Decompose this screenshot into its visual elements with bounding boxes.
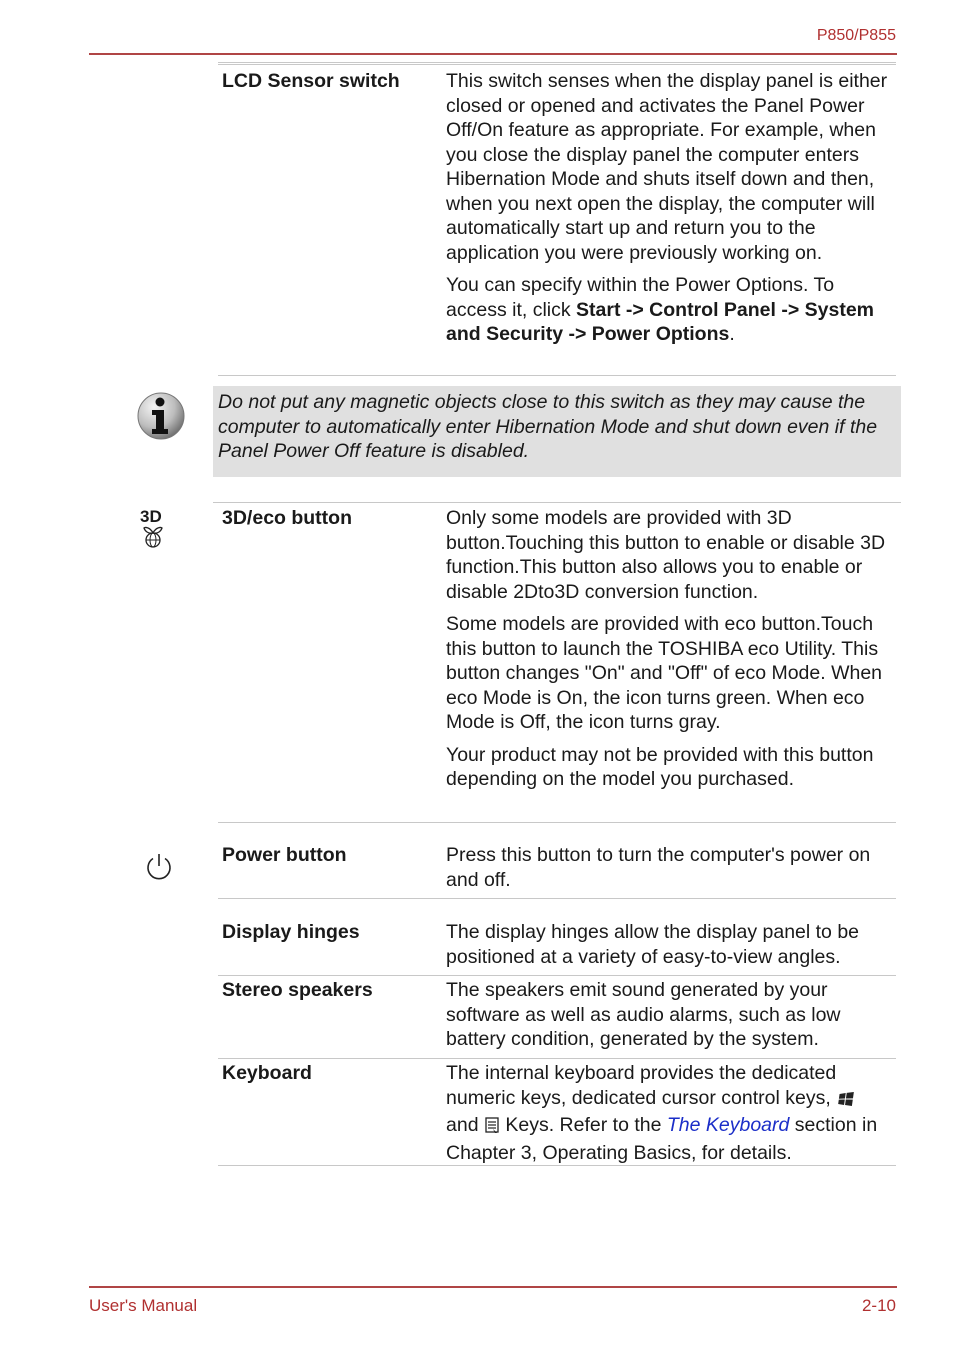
keyboard-link[interactable]: The Keyboard: [666, 1114, 790, 1136]
keyboard-text-3: Keys. Refer to the: [499, 1114, 667, 1136]
note-text: Do not put any magnetic objects close to this switch as they may cause the computer to automatically enter Hibernation Mode and shut down even if the Panel Power Off feature is disabled.: [218, 391, 878, 462]
eco-leaf-globe-icon: [140, 525, 168, 549]
table-rule: [218, 822, 896, 823]
table-rule: [218, 1165, 896, 1166]
footer-manual-label: User's Manual: [89, 1296, 198, 1315]
lcd-sensor-term: LCD Sensor switch: [222, 70, 400, 92]
header-rule: [89, 53, 897, 55]
lcd-path: Start -> Control Panel -> System and Security -> Power Options: [446, 298, 875, 345]
speakers-term: Stereo speakers: [222, 979, 373, 1001]
3d-eco-term: 3D/eco button: [222, 507, 352, 529]
table-rule: [218, 64, 896, 65]
keyboard-text: The internal keyboard provides the dedicated numeric keys, dedicated cursor control keys,: [446, 1062, 837, 1109]
3d-label: 3D: [140, 507, 162, 526]
hinges-description: The display hinges allow the display panel to be positioned at a variety of easy-to-view angles.: [446, 921, 860, 968]
3d-eco-paragraph-3: Your product may not be provided with this button depending on the model you purchased.: [446, 743, 874, 790]
table-rule: [218, 975, 896, 976]
3d-eco-paragraph: Only some models are provided with 3D button.Touching this button to enable or disable 3D function.This button also allows you to enable or disable 2Dto3D conversion function.: [446, 507, 886, 603]
power-description: Press this button to turn the computer's power on and off.: [446, 844, 871, 891]
lcd-sensor-description: [446, 69, 896, 355]
footer-page-number: 2-10: [861, 1296, 896, 1315]
table-rule: [218, 375, 896, 376]
keyboard-text-4: section in Chapter 3, Operating Basics, for details.: [446, 1114, 878, 1164]
table-rule: [218, 1058, 896, 1059]
hinges-term: Display hinges: [222, 921, 360, 943]
table-rule: [213, 502, 901, 503]
speakers-description: The speakers emit sound generated by your software as well as audio alarms, such as low battery condition, generated by the system.: [446, 979, 841, 1050]
info-icon: [136, 391, 186, 441]
table-rule: [218, 62, 896, 63]
keyboard-text-2: and: [446, 1114, 484, 1136]
lcd-text-end: .: [729, 323, 735, 345]
3d-eco-description: [446, 506, 896, 800]
header-model: P850/P855: [816, 27, 896, 44]
note-box: [213, 386, 901, 477]
application-key-icon: [484, 1116, 500, 1141]
keyboard-term: Keyboard: [222, 1062, 312, 1084]
lcd-text: You can specify within the Power Options. To access it, click: [446, 274, 835, 321]
power-icon: [144, 851, 174, 881]
power-term: Power button: [222, 844, 347, 866]
table-rule: [218, 898, 896, 899]
lcd-sensor-paragraph: This switch senses when the display panel is either closed or opened and activates the Panel Power Off/On feature as appropriate. For example, when you close the display panel the computer enters Hibernation Mode and shuts itself down and then, when you next open the display, the computer will automatically start up and return you to the application you were previously working on.: [446, 70, 888, 264]
3d-eco-icon: [140, 508, 168, 550]
lcd-sensor-paragraph-2: [446, 273, 896, 347]
windows-key-icon: [836, 1089, 854, 1114]
footer-rule: [89, 1286, 897, 1288]
3d-eco-paragraph-2: Some models are provided with eco button.Touch this button to launch the TOSHIBA eco Utility. This button changes "On" and "Off" of eco Mode. When eco Mode is On, the icon turns green. When eco Mode is Off, the icon turns gray.: [446, 613, 883, 733]
keyboard-description: [446, 1061, 896, 1165]
